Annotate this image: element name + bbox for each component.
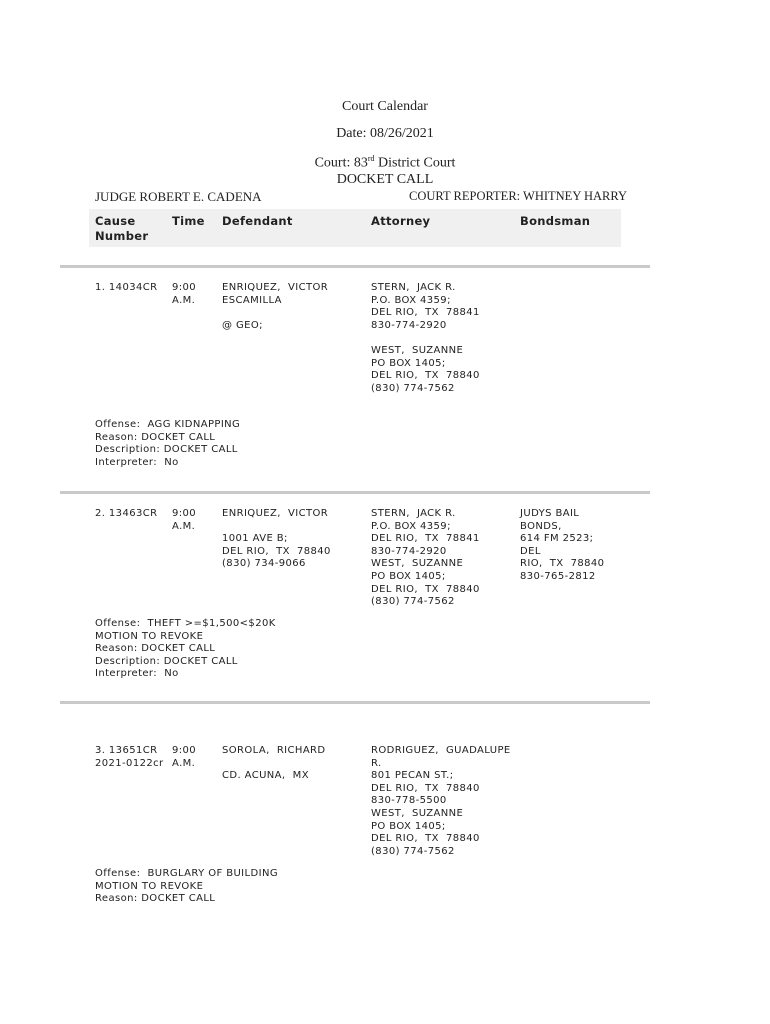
court-reporter: COURT REPORTER: WHITNEY HARRY [409, 189, 628, 203]
case-3-time: 9:00 A.M. [172, 745, 197, 769]
divider [60, 701, 650, 704]
court-prefix: Court: 83 [314, 155, 368, 171]
judge-name: JUDGE ROBERT E. CADENA [95, 189, 262, 204]
case-1-time: 9:00 A.M. [172, 282, 197, 306]
divider [60, 265, 650, 268]
case-1-defendant: ENRIQUEZ, VICTOR ESCAMILLA @ GEO; [222, 282, 329, 331]
case-2-defendant: ENRIQUEZ, VICTOR 1001 AVE B; DEL RIO, TX 78840 (830) 734-9066 [222, 508, 331, 570]
case-2-attorney-1: STERN, JACK R. P.O. BOX 4359; DEL RIO, TX 78841 830-774-2920 WEST, SUZANNE PO BOX 1405; DEL RIO, TX 78840 (830) 774-7562 [371, 508, 480, 608]
case-2-time: 9:00 A.M. [172, 508, 197, 532]
case-3-defendant: SOROLA, RICHARD CD. ACUNA, MX [222, 745, 326, 782]
calendar-date: Date: 08/26/2021 [336, 126, 434, 141]
court-suffix: District Court [374, 155, 456, 171]
case-3-cause: 3. 13651CR 2021-0122cr [95, 745, 164, 769]
col-attorney: Attorney [371, 214, 431, 228]
case-1-attorney-1: STERN, JACK R. P.O. BOX 4359; DEL RIO, TX 78841 830-774-2920 [371, 282, 480, 331]
case-2-details: Offense: THEFT >=$1,500<$20K MOTION TO REVOKE Reason: DOCKET CALL Description: DOCKET CALL Interpreter: No [95, 618, 276, 680]
case-1-details: Offense: AGG KIDNAPPING Reason: DOCKET CALL Description: DOCKET CALL Interpreter: No [95, 419, 241, 468]
case-2-bondsman: JUDYS BAIL BONDS, 614 FM 2523; DEL RIO, TX 78840 830-765-2812 [520, 508, 605, 582]
case-1-attorney-2: WEST, SUZANNE PO BOX 1405; DEL RIO, TX 78840 (830) 774-7562 [371, 345, 480, 394]
col-defendant: Defendant [222, 214, 293, 228]
case-2-cause: 2. 13463CR [95, 508, 158, 519]
col-bondsman: Bondsman [520, 214, 591, 228]
court-ordinal: rd [367, 154, 375, 163]
divider [60, 491, 650, 494]
case-1-cause: 1. 14034CR [95, 282, 158, 293]
col-time: Time [172, 214, 205, 228]
case-3-details: Offense: BURGLARY OF BUILDING MOTION TO REVOKE Reason: DOCKET CALL [95, 868, 278, 905]
case-3-attorney-1: RODRIGUEZ, GUADALUPE R. 801 PECAN ST.; DEL RIO, TX 78840 830-778-5500 WEST, SUZANNE PO BOX 1405; DEL RIO, TX 78840 (830) 774-7562 [371, 745, 511, 857]
page-title: Court Calendar [342, 99, 428, 114]
docket-heading: DOCKET CALL [336, 172, 434, 187]
court-name [0, 154, 770, 172]
col-cause-number: Cause Number [95, 214, 149, 243]
